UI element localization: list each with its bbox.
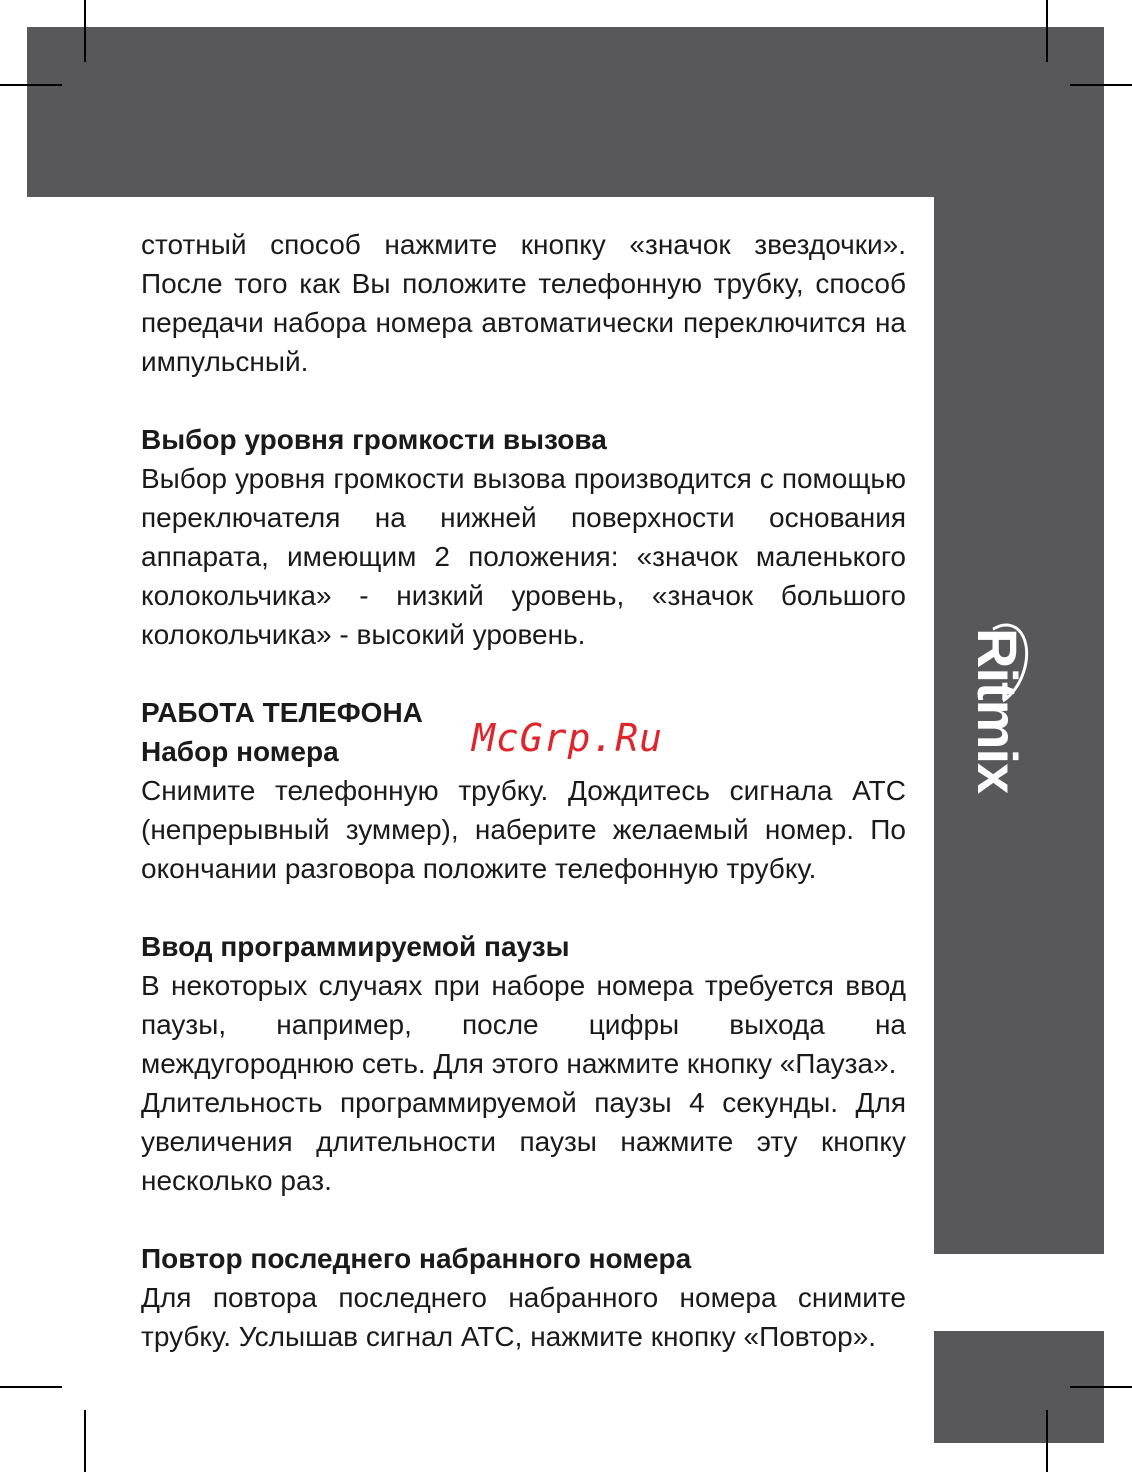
crop-mark: [0, 1386, 62, 1388]
brand-logo: Ritmix: [966, 628, 1029, 794]
crop-mark: [1070, 1386, 1132, 1388]
volume-heading: Выбор уровня громкости вызова: [141, 424, 607, 455]
crop-mark: [1070, 84, 1132, 86]
phone-work-heading: РАБОТА ТЕЛЕФОНА: [141, 697, 423, 728]
pause-heading: Ввод программируемой паузы: [141, 931, 570, 962]
dial-heading: Набор номера: [141, 736, 339, 767]
crop-mark: [0, 84, 62, 86]
crop-mark: [84, 1410, 86, 1472]
dial-paragraph: Снимите телефонную трубку. Дождитесь сигнала АТС (непрерывный зуммер), наберите желаемый номер. По окончании разговора положите телефонную трубку.: [141, 775, 906, 884]
crop-mark: [1046, 0, 1048, 62]
crop-mark: [1046, 1410, 1048, 1472]
volume-paragraph: Выбор уровня громкости вызова производится с помощью переключателя на нижней поверхности основания аппарата, имеющим 2 положения: «значок маленького колокольчика» - низкий уровень, «значок большого колокольчика» - высокий уровень.: [141, 463, 906, 650]
header-band: [27, 27, 1104, 197]
watermark: McGrp.Ru: [472, 716, 664, 760]
page-content: [141, 225, 906, 1356]
intro-paragraph: стотный способ нажмите кнопку «значок звездочки». После того как Вы положите телефонную трубку, способ передачи набора номера автоматически переключится на импульсный.: [141, 229, 906, 377]
redial-paragraph: Для повтора последнего набранного номера снимите трубку. Услышав сигнал АТС, нажмите кнопку «Повтор».: [141, 1282, 906, 1352]
pause-paragraph-2: Длительность программируемой паузы 4 секунды. Для увеличения длительности паузы нажмите эту кнопку несколько раз.: [141, 1087, 906, 1196]
pause-paragraph-1: В некоторых случаях при наборе номера требуется ввод паузы, например, после цифры выхода на междугороднюю сеть. Для этого нажмите кнопку «Пауза».: [141, 970, 906, 1079]
crop-mark: [84, 0, 86, 62]
redial-heading: Повтор последнего набранного номера: [141, 1243, 692, 1274]
